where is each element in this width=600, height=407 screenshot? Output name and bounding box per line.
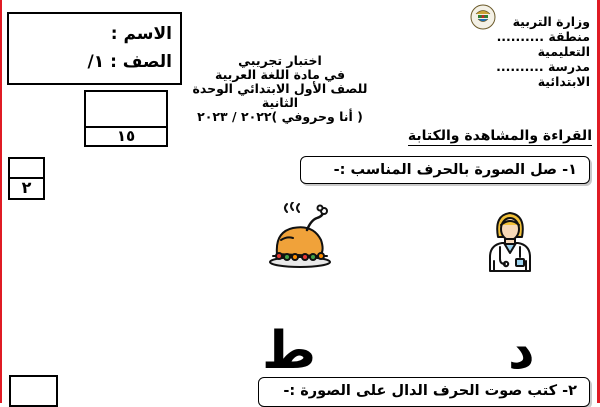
letter-option-dal[interactable]: د <box>508 321 535 381</box>
total-score: ١٥ <box>116 127 136 145</box>
zone-line: منطقة .......... التعليمية <box>496 29 590 59</box>
student-class-label: الصف : ١/ <box>87 52 172 72</box>
exam-title-line-3: للصف الأول الابتدائي الوحدة الثانية <box>192 81 368 110</box>
exam-title <box>175 54 385 124</box>
question-2-mark-box <box>9 375 58 407</box>
question-1-mark-box <box>8 157 45 200</box>
ministry-header <box>440 14 590 89</box>
exam-title-line-1: اختبار تجريبي <box>238 53 322 68</box>
question-1-mark: ٢ <box>21 178 32 197</box>
section-title: القراءة والمشاهدة والكتابة <box>407 128 592 144</box>
question-2-prompt: ٢- كتب صوت الحرف الدال على الصورة :- <box>258 377 590 407</box>
student-name-label: الاسم : <box>110 24 172 44</box>
doctor-icon[interactable] <box>484 207 536 273</box>
exam-title-line-2: في مادة اللغة العربية <box>214 67 346 82</box>
page-border-left <box>0 0 2 403</box>
exam-title-line-4: ( أنا وحروفي )٢٠٢٢ / ٢٠٢٣ <box>197 109 363 124</box>
ministry-name: وزارة التربية <box>512 14 590 29</box>
student-info-box <box>7 12 182 85</box>
school-line: مدرسة .......... الابتدائية <box>496 59 590 89</box>
roast-chicken-icon[interactable] <box>267 202 333 270</box>
letter-option-ta[interactable]: ط <box>262 321 317 381</box>
question-1-prompt: ١- صل الصورة بالحرف المناسب :- <box>300 156 590 184</box>
total-score-box <box>84 90 168 147</box>
